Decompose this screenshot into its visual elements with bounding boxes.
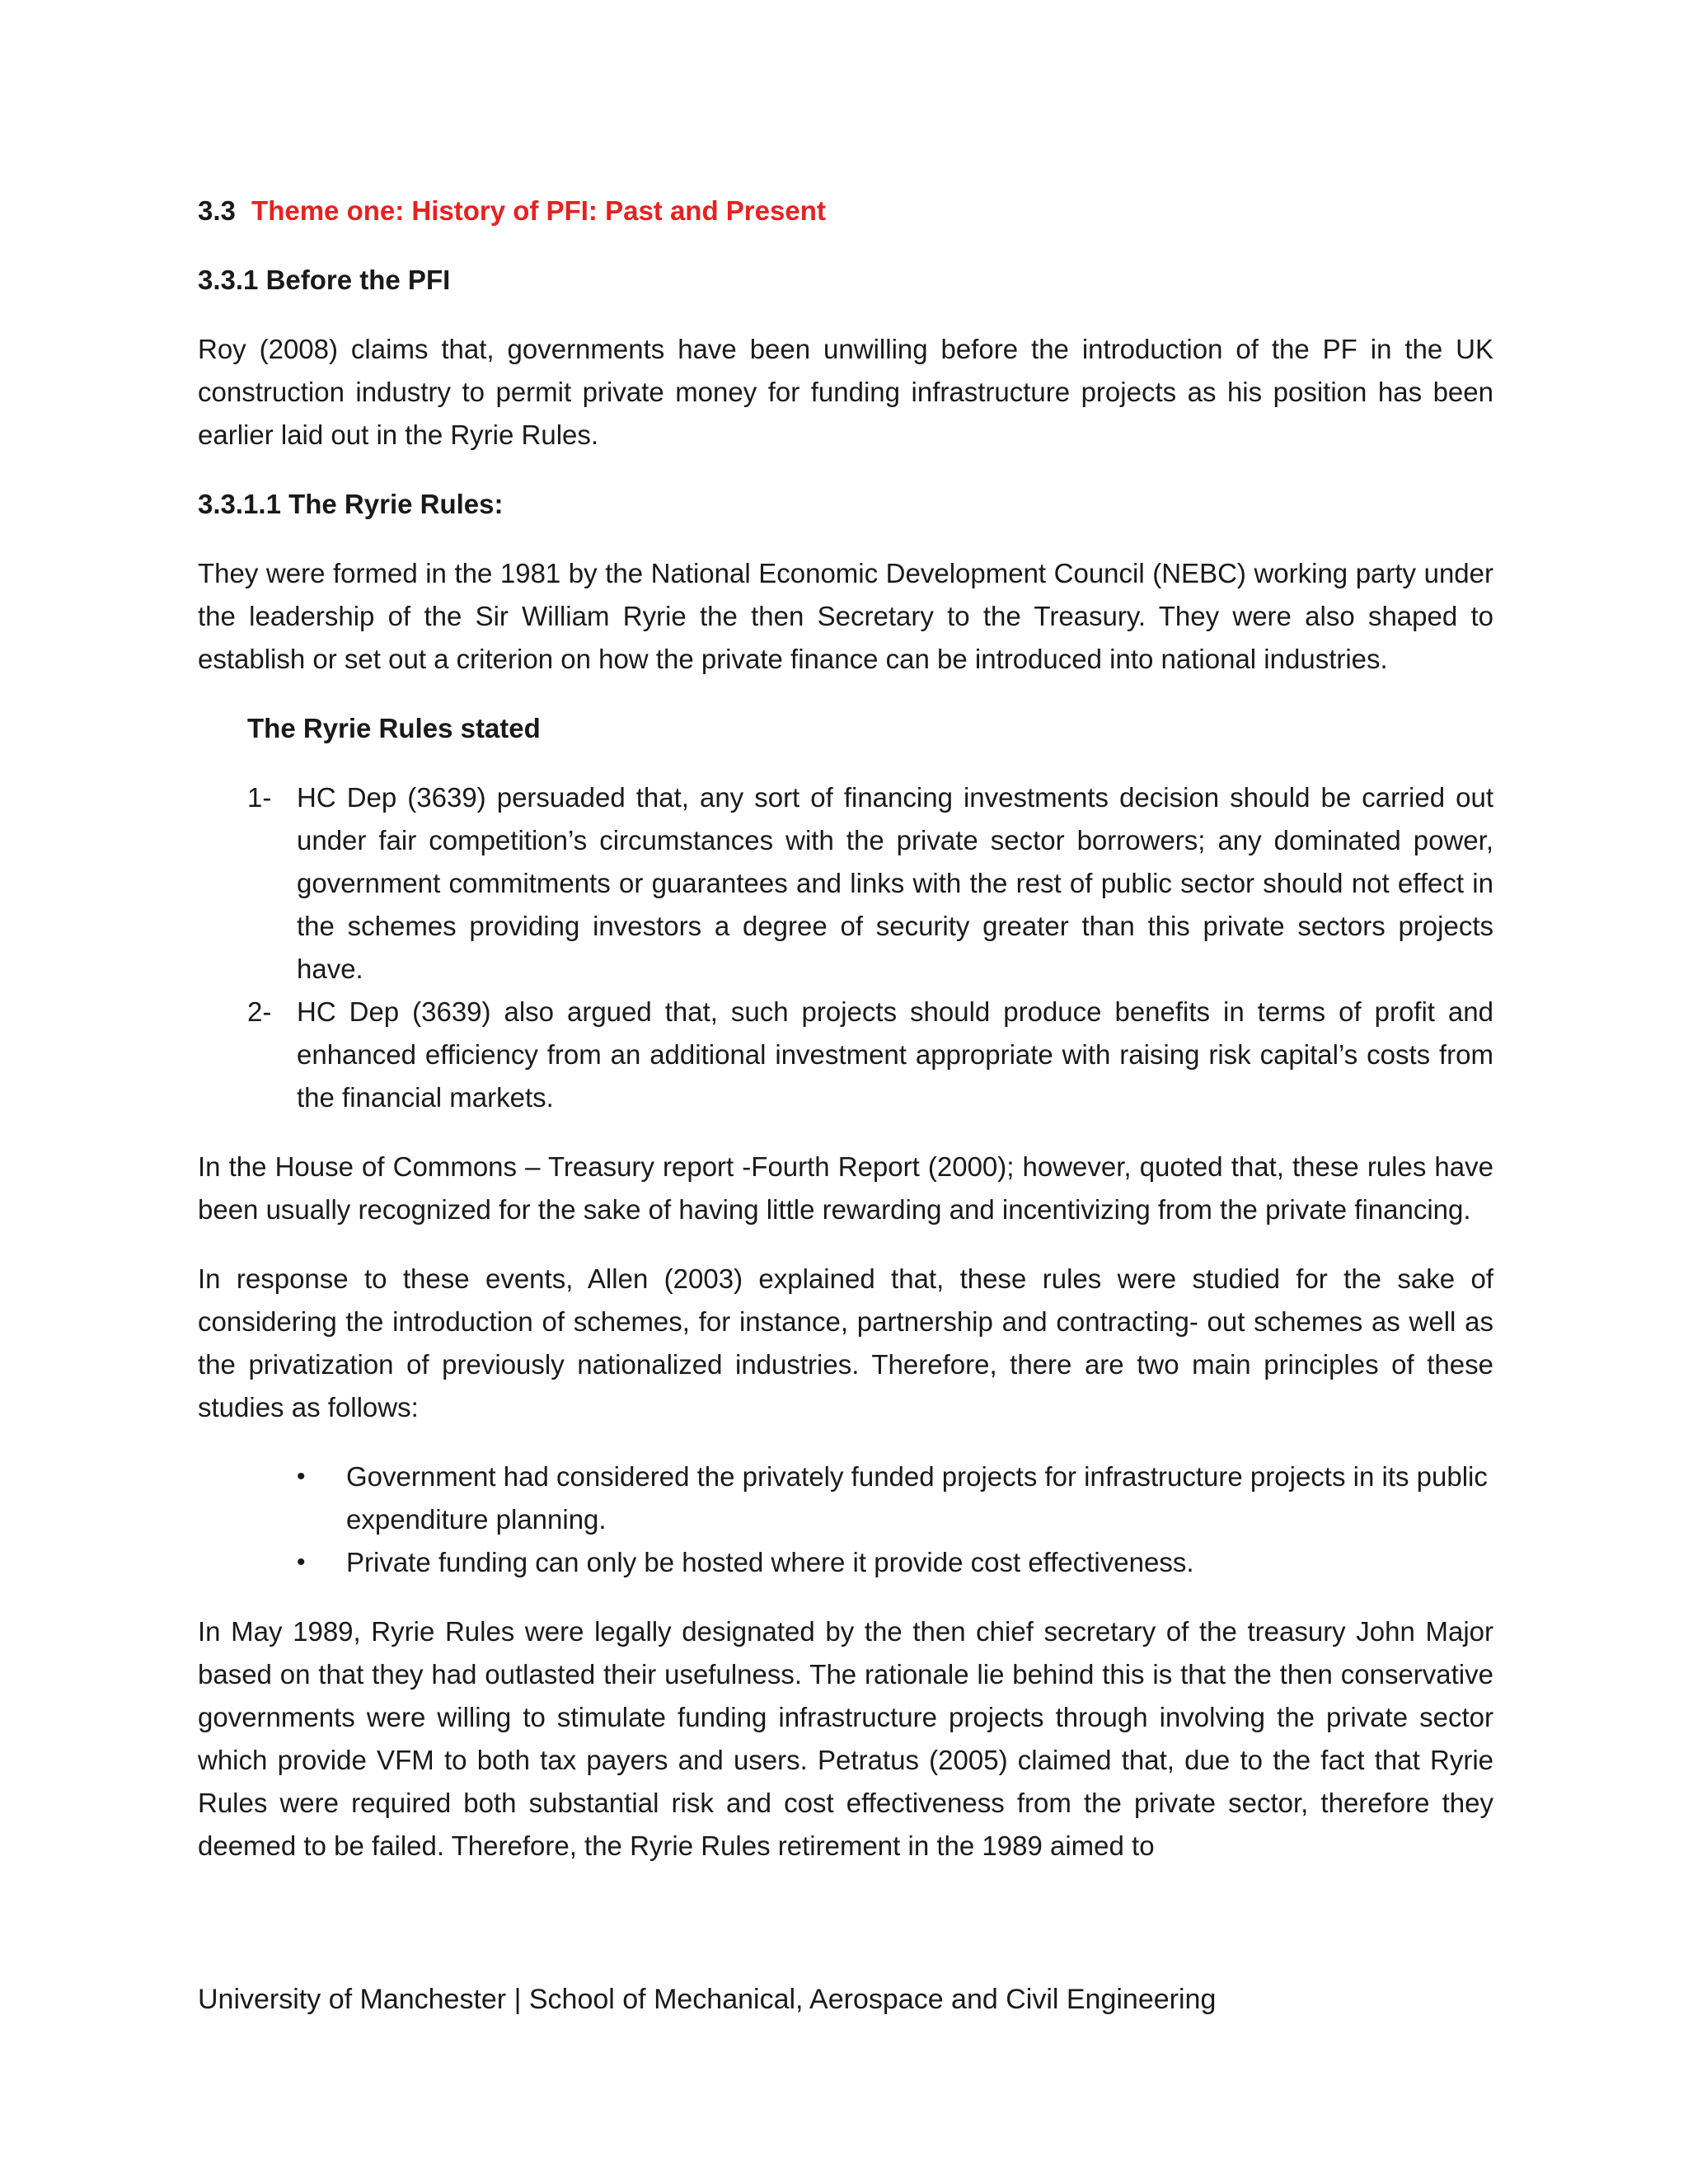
principles-list — [198, 1455, 1493, 1584]
paragraph-allen: In response to these events, Allen (2003) explained that, these rules were studied for the sake of considering the introduction of schemes, for instance, partnership and contracting- out schemes as well as the privatization of previously nationalized industries. Therefore, there are two main principles of these studies as follows: — [198, 1263, 1493, 1422]
rules-list — [198, 776, 1493, 1119]
rules-list-heading: The Ryrie Rules stated — [247, 713, 541, 743]
list-item — [198, 1541, 1493, 1584]
document-page — [198, 190, 1493, 1894]
subsection-heading-before-pfi: 3.3.1 Before the PFI — [198, 265, 451, 295]
list-item — [198, 1455, 1493, 1541]
page-footer: University of Manchester | School of Mechanical, Aerospace and Civil Engineering — [198, 1984, 1217, 2015]
paragraph-may-1989: In May 1989, Ryrie Rules were legally designated by the then chief secretary of the treasury John Major based on that they had outlasted their usefulness. The rationale lie behind this is that the then conservative governments were willing to stimulate funding infrastructure projects through involving the private sector which provide VFM to both tax payers and users. Petratus (2005) claimed that, due to the fact that Ryrie Rules were required both substantial risk and cost effectiveness from the private sector, therefore they deemed to be failed. Therefore, the Ryrie Rules retirement in the 1989 aimed to — [198, 1616, 1493, 1861]
list-item — [198, 776, 1493, 991]
paragraph-roy: Roy (2008) claims that, governments have been unwilling before the introduction of the PF in the UK construction industry to permit private money for funding infrastructure projects as his position has been earlier laid out in the Ryrie Rules. — [198, 334, 1493, 450]
list-item-text: HC Dep (3639) persuaded that, any sort of financing investments decision should be carried out under fair competition’s circumstances with the private sector borrowers; any dominated power, government commitments or guarantees and links with the rest of public sector should not effect in the schemes providing investors a degree of security greater than this private sectors projects have. — [297, 782, 1493, 984]
section-number: 3.3 — [198, 195, 236, 226]
list-marker: 1- — [247, 782, 272, 813]
list-marker: 2- — [247, 996, 272, 1027]
list-item-text: HC Dep (3639) also argued that, such projects should produce benefits in terms of profit and enhanced efficiency from an additional investment appropriate with raising risk capital’s costs from the financial markets. — [297, 996, 1493, 1113]
subsection-heading-ryrie-rules: 3.3.1.1 The Ryrie Rules: — [198, 489, 504, 519]
bullet-icon: • — [297, 1549, 306, 1576]
paragraph-house-of-commons: In the House of Commons – Treasury report -Fourth Report (2000); however, quoted that, these rules have been usually recognized for the sake of having little rewarding and incentivizing from the private financing. — [198, 1151, 1493, 1225]
section-title: Theme one: History of PFI: Past and Present — [251, 195, 826, 226]
list-item-text: Private funding can only be hosted where it provide cost effectiveness. — [346, 1547, 1194, 1577]
section-heading — [198, 190, 1493, 232]
bullet-icon: • — [297, 1463, 306, 1490]
list-item — [198, 991, 1493, 1119]
list-item-text: Government had considered the privately funded projects for infrastructure projects in its public expenditure planning. — [346, 1461, 1488, 1535]
paragraph-ryrie-formation: They were formed in the 1981 by the National Economic Development Council (NEBC) working party under the leadership of the Sir William Ryrie the then Secretary to the Treasury. They were also shaped to establish or set out a criterion on how the private finance can be introduced into national industries. — [198, 558, 1493, 674]
